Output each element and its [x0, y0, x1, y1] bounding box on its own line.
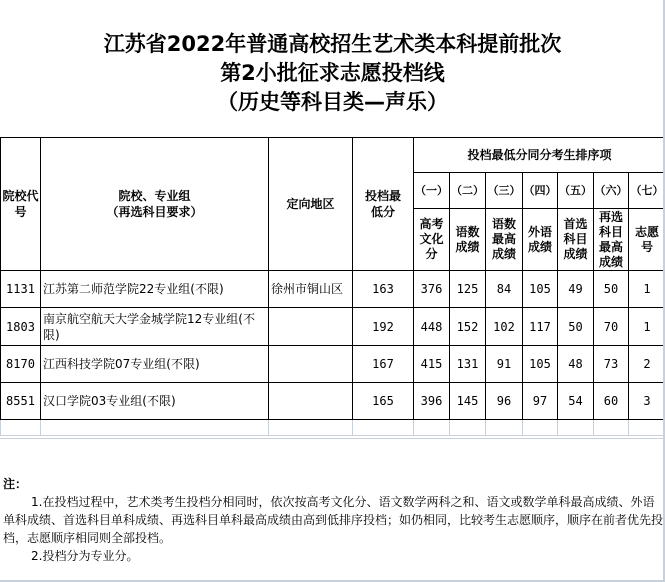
cell-sort-value: 3	[629, 383, 665, 420]
cell-sort-value: 376	[414, 271, 450, 308]
cell-region	[269, 308, 353, 346]
cell-code: 8551	[1, 383, 41, 420]
admission-table	[0, 137, 665, 436]
table-row	[1, 383, 665, 420]
cell-sort-value: 125	[450, 271, 486, 308]
cell-sort-value: 84	[486, 271, 523, 308]
header-sort-num: （六）	[594, 173, 629, 209]
title-line-1: 江苏省2022年普通高校招生艺术类本科提前批次	[103, 32, 562, 56]
cell-sort-value: 1	[629, 271, 665, 308]
header-min-score: 投档最低分	[353, 138, 414, 271]
cell-sort-value: 415	[414, 346, 450, 383]
cell-sort-value: 97	[523, 383, 558, 420]
cell-sort-value: 70	[594, 308, 629, 346]
cell-region: 徐州市铜山区	[269, 271, 353, 308]
cell-sort-value: 73	[594, 346, 629, 383]
header-region: 定向地区	[269, 138, 353, 271]
cell-code: 1131	[1, 271, 41, 308]
note-2: 2.投档分为专业分。	[31, 549, 139, 563]
cell-min: 167	[353, 346, 414, 383]
header-sort-num: （五）	[558, 173, 594, 209]
cell-min: 165	[353, 383, 414, 420]
cell-sort-value: 448	[414, 308, 450, 346]
header-code: 院校代号	[1, 138, 41, 271]
cell-sort-value: 105	[523, 346, 558, 383]
cell-sort-value: 1	[629, 308, 665, 346]
header-sort-item: 再选科目最高成绩	[594, 209, 629, 271]
header-school-label: 院校、专业组	[118, 189, 191, 203]
cell-school: 江苏第二师范学院22专业组(不限)	[41, 271, 269, 308]
header-sort-item: 首选科目成绩	[558, 209, 594, 271]
cell-sort-value: 48	[558, 346, 594, 383]
cell-school: 南京航空航天大学金城学院12专业组(不限)	[41, 308, 269, 346]
title-line-3: （历史等科目类—声乐）	[217, 90, 448, 114]
header-sort-group: 投档最低分同分考生排序项	[414, 138, 665, 173]
cell-sort-value: 50	[594, 271, 629, 308]
header-sort-num: （四）	[523, 173, 558, 209]
cell-region	[269, 383, 353, 420]
header-sort-item: 高考文化分	[414, 209, 450, 271]
cell-school: 汉口学院03专业组(不限)	[41, 383, 269, 420]
cell-min: 163	[353, 271, 414, 308]
cell-sort-value: 96	[486, 383, 523, 420]
cell-sort-value: 91	[486, 346, 523, 383]
table-row	[1, 308, 665, 346]
table-row	[1, 346, 665, 383]
cell-sort-value: 54	[558, 383, 594, 420]
cell-region	[269, 346, 353, 383]
cell-code: 1803	[1, 308, 41, 346]
header-school	[41, 138, 269, 271]
cell-code: 8170	[1, 346, 41, 383]
header-sort-num: （七）	[629, 173, 665, 209]
table-row	[1, 271, 665, 308]
cell-school: 江西科技学院07专业组(不限)	[41, 346, 269, 383]
header-school-sub: （再选科目要求）	[106, 205, 203, 219]
header-sort-item: 志愿号	[629, 209, 665, 271]
cell-sort-value: 131	[450, 346, 486, 383]
note-1: 1.在投档过程中，艺术类考生投档分相同时，依次按高考文化分、语文数学两科之和、语文或数学单科最高成绩、外语单科成绩、首选科目单科成绩、再选科目单科最高成绩由高到低排序投档；如仍相同，比较考生志愿顺序，顺序在前者优先投档，志愿顺序相同则全部投档。	[3, 495, 664, 545]
header-sort-num: （一）	[414, 173, 450, 209]
cell-sort-value: 2	[629, 346, 665, 383]
cell-sort-value: 145	[450, 383, 486, 420]
notes	[3, 475, 663, 565]
cell-min: 192	[353, 308, 414, 346]
cell-sort-value: 50	[558, 308, 594, 346]
header-sort-num: （二）	[450, 173, 486, 209]
cell-sort-value: 396	[414, 383, 450, 420]
notes-label: 注：	[3, 477, 28, 491]
cell-sort-value: 49	[558, 271, 594, 308]
cell-sort-value: 152	[450, 308, 486, 346]
cell-sort-value: 60	[594, 383, 629, 420]
header-sort-item: 外语成绩	[523, 209, 558, 271]
title-line-2: 第2小批征求志愿投档线	[220, 61, 445, 85]
cell-sort-value: 105	[523, 271, 558, 308]
header-sort-num: （三）	[486, 173, 523, 209]
cell-sort-value: 102	[486, 308, 523, 346]
cell-sort-value: 117	[523, 308, 558, 346]
header-sort-item: 语数最高成绩	[486, 209, 523, 271]
header-sort-item: 语数成绩	[450, 209, 486, 271]
